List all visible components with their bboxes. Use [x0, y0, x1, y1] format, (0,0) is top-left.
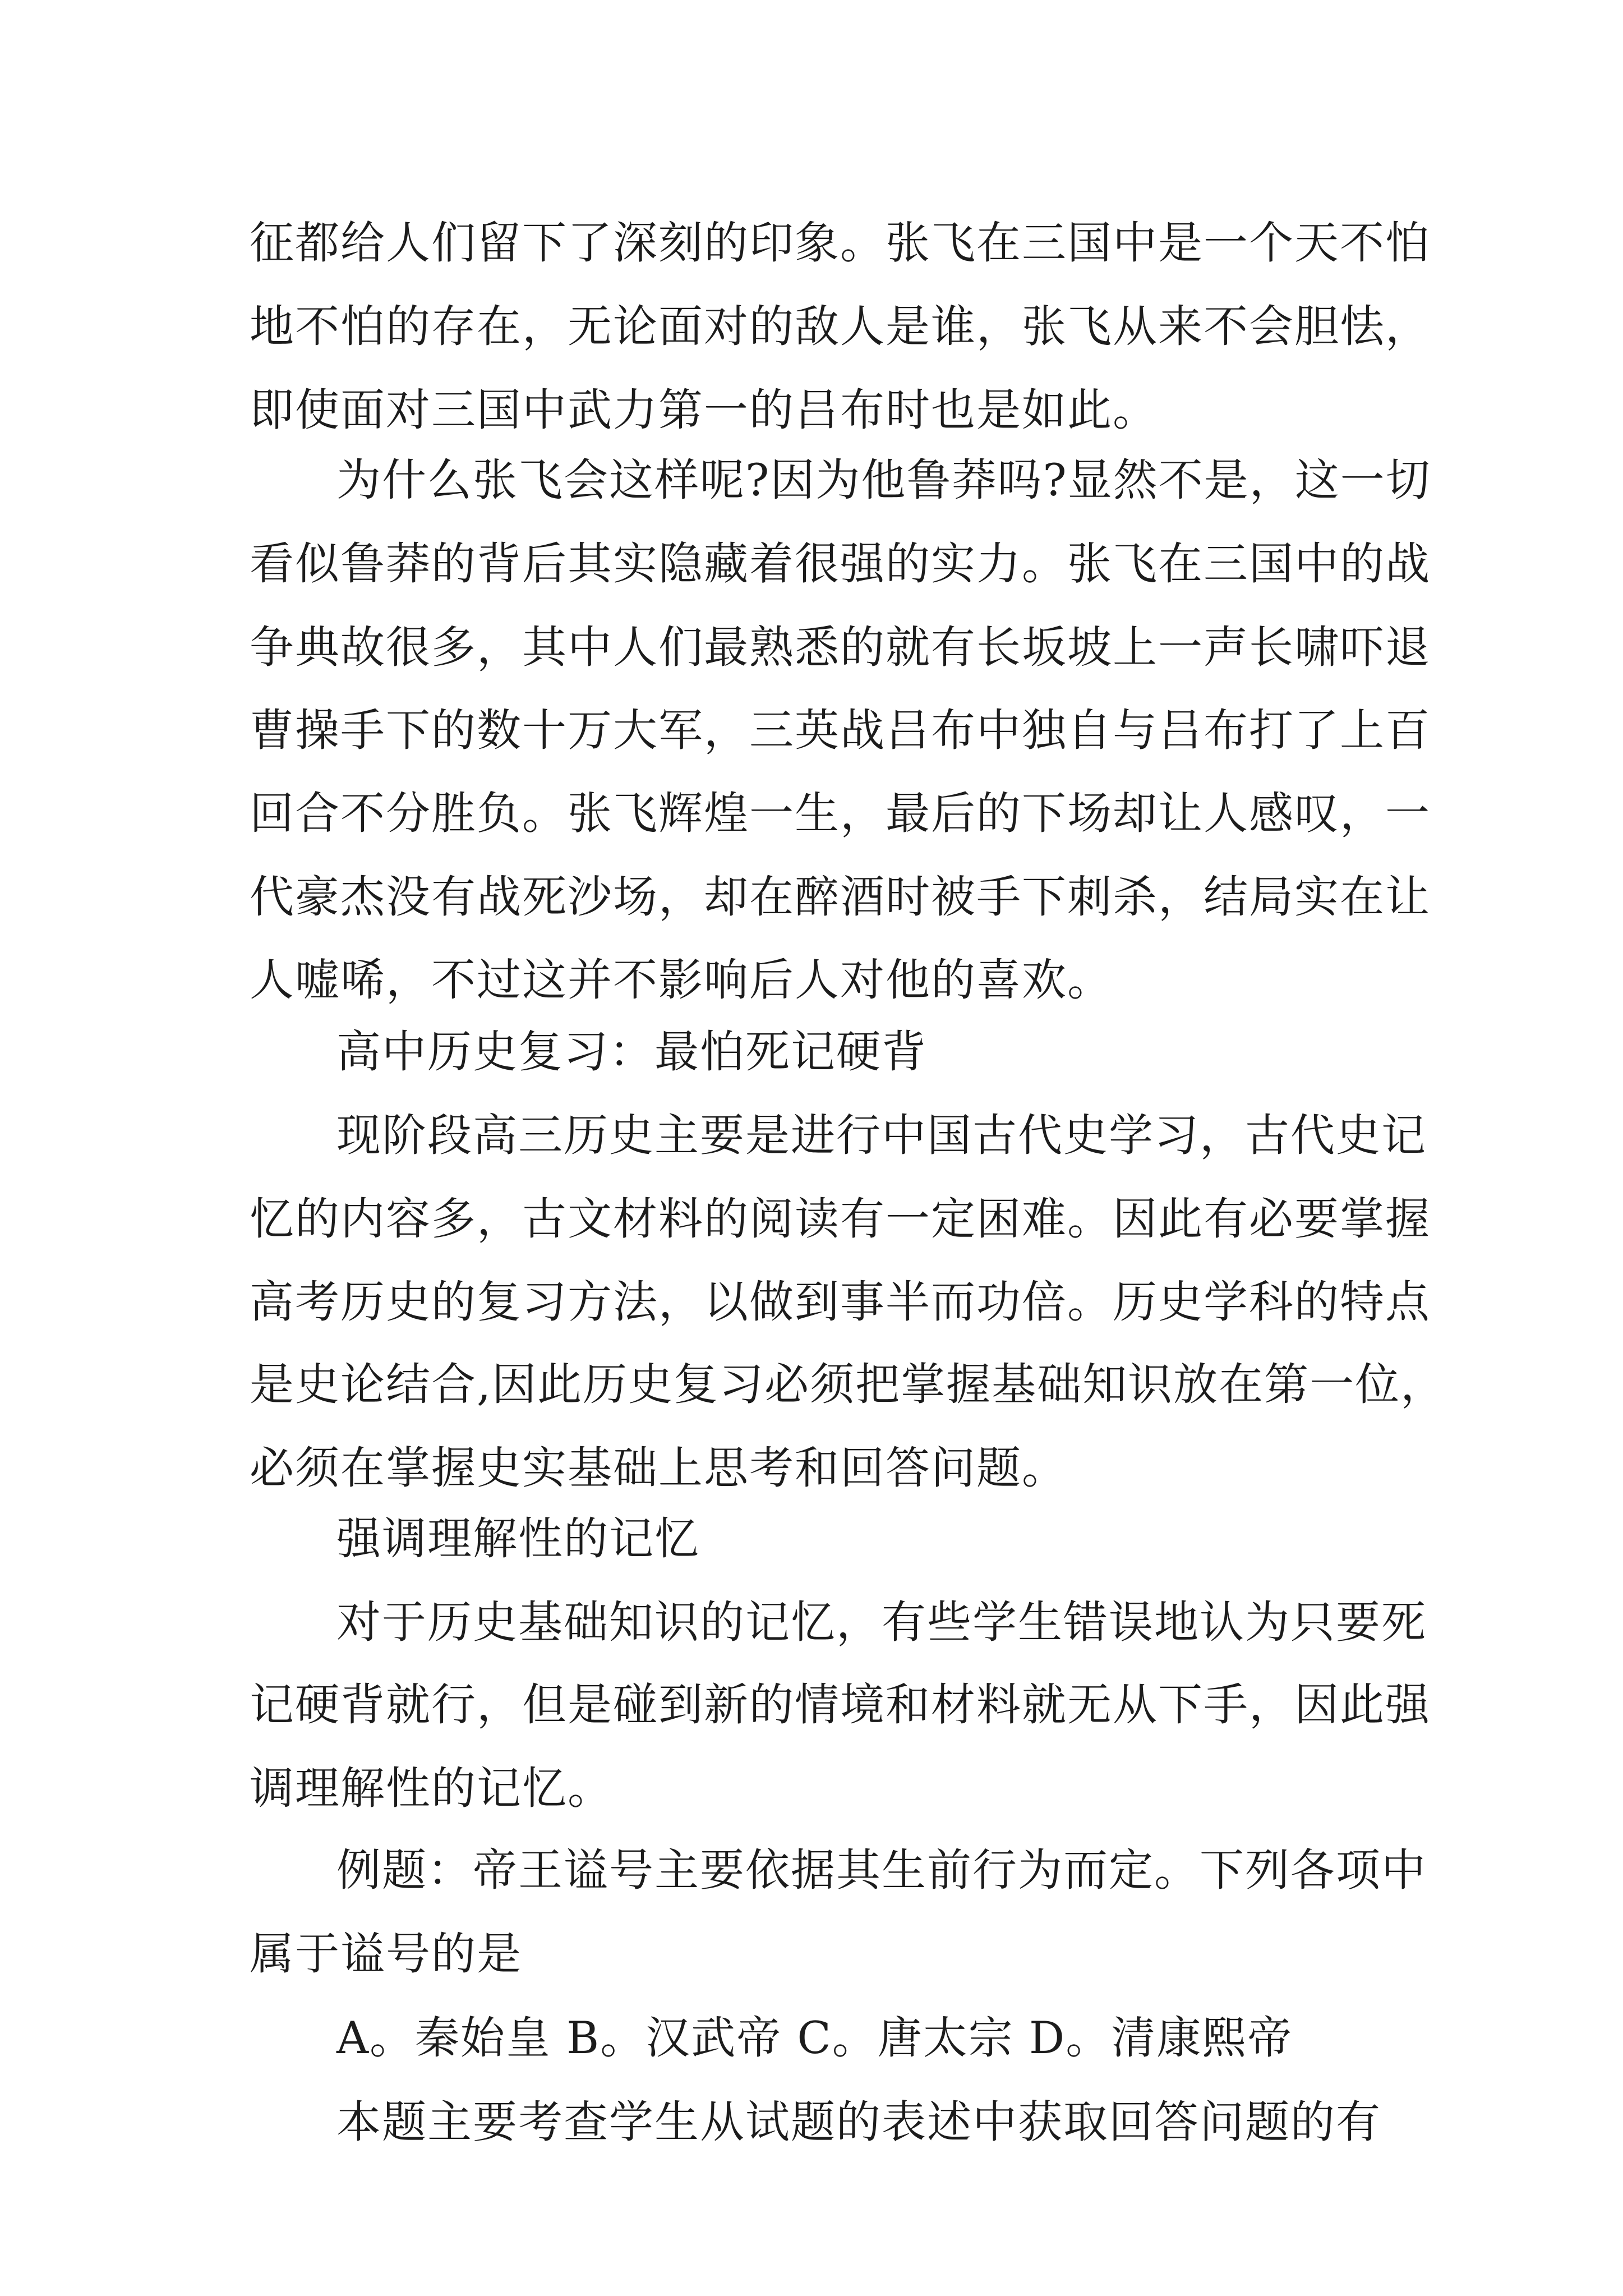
text-line: 对于历史基础知识的记忆，有些学生错误地认为只要死 [336, 1596, 1427, 1648]
text-line: 例题：帝王谥号主要依据其生前行为而定。下列各项中 [336, 1844, 1427, 1896]
text-line: 本题主要考查学生从试题的表述中获取回答问题的有 [336, 2096, 1381, 2148]
text-line: 是史论结合,因此历史复习必须把掌握基础知识放在第一位， [250, 1359, 1446, 1410]
text-line: 人嘘唏，不过这并不影响后人对他的喜欢。 [250, 954, 1113, 1006]
text-line: 看似鲁莽的背后其实隐藏着很强的实力。张飞在三国中的战 [250, 538, 1431, 590]
text-line: 争典故很多，其中人们最熟悉的就有长坂坡上一声长啸吓退 [250, 622, 1431, 673]
text-line: 忆的内容多，古文材料的阅读有一定困难。因此有必要掌握 [250, 1193, 1431, 1245]
text-line: 必须在掌握史实基础上思考和回答问题。 [250, 1442, 1067, 1494]
text-line: 回合不分胜负。张飞辉煌一生，最后的下场却让人感叹，一 [250, 788, 1431, 839]
text-line: 高考历史的复习方法，以做到事半而功倍。历史学科的特点 [250, 1276, 1431, 1328]
text-line: 属于谥号的是 [250, 1928, 522, 1980]
text-line: 曹操手下的数十万大军，三英战吕布中独自与吕布打了上百 [250, 705, 1431, 756]
text-line: 征都给人们留下了深刻的印象。张飞在三国中是一个天不怕 [250, 217, 1431, 269]
text-line: 记硬背就行，但是碰到新的情境和材料就无从下手，因此强 [250, 1679, 1431, 1731]
text-line: 调理解性的记忆。 [250, 1763, 613, 1814]
text-line: 即使面对三国中武力第一的吕布时也是如此。 [250, 384, 1158, 436]
text-line: 现阶段高三历史主要是进行中国古代史学习，古代史记 [336, 1110, 1427, 1161]
text-line: 代豪杰没有战死沙场，却在醉酒时被手下刺杀，结局实在让 [250, 871, 1431, 923]
answer-options: A。秦始皇 B。汉武帝 C。唐太宗 D。清康熙帝 [336, 2012, 1293, 2064]
section-heading: 高中历史复习：最怕死记硬背 [336, 1026, 927, 1078]
text-line: 地不怕的存在，无论面对的敌人是谁，张飞从来不会胆怯， [250, 301, 1431, 352]
section-heading: 强调理解性的记忆 [336, 1513, 700, 1565]
text-line: 为什么张飞会这样呢?因为他鲁莽吗?显然不是，这一切 [336, 454, 1431, 506]
